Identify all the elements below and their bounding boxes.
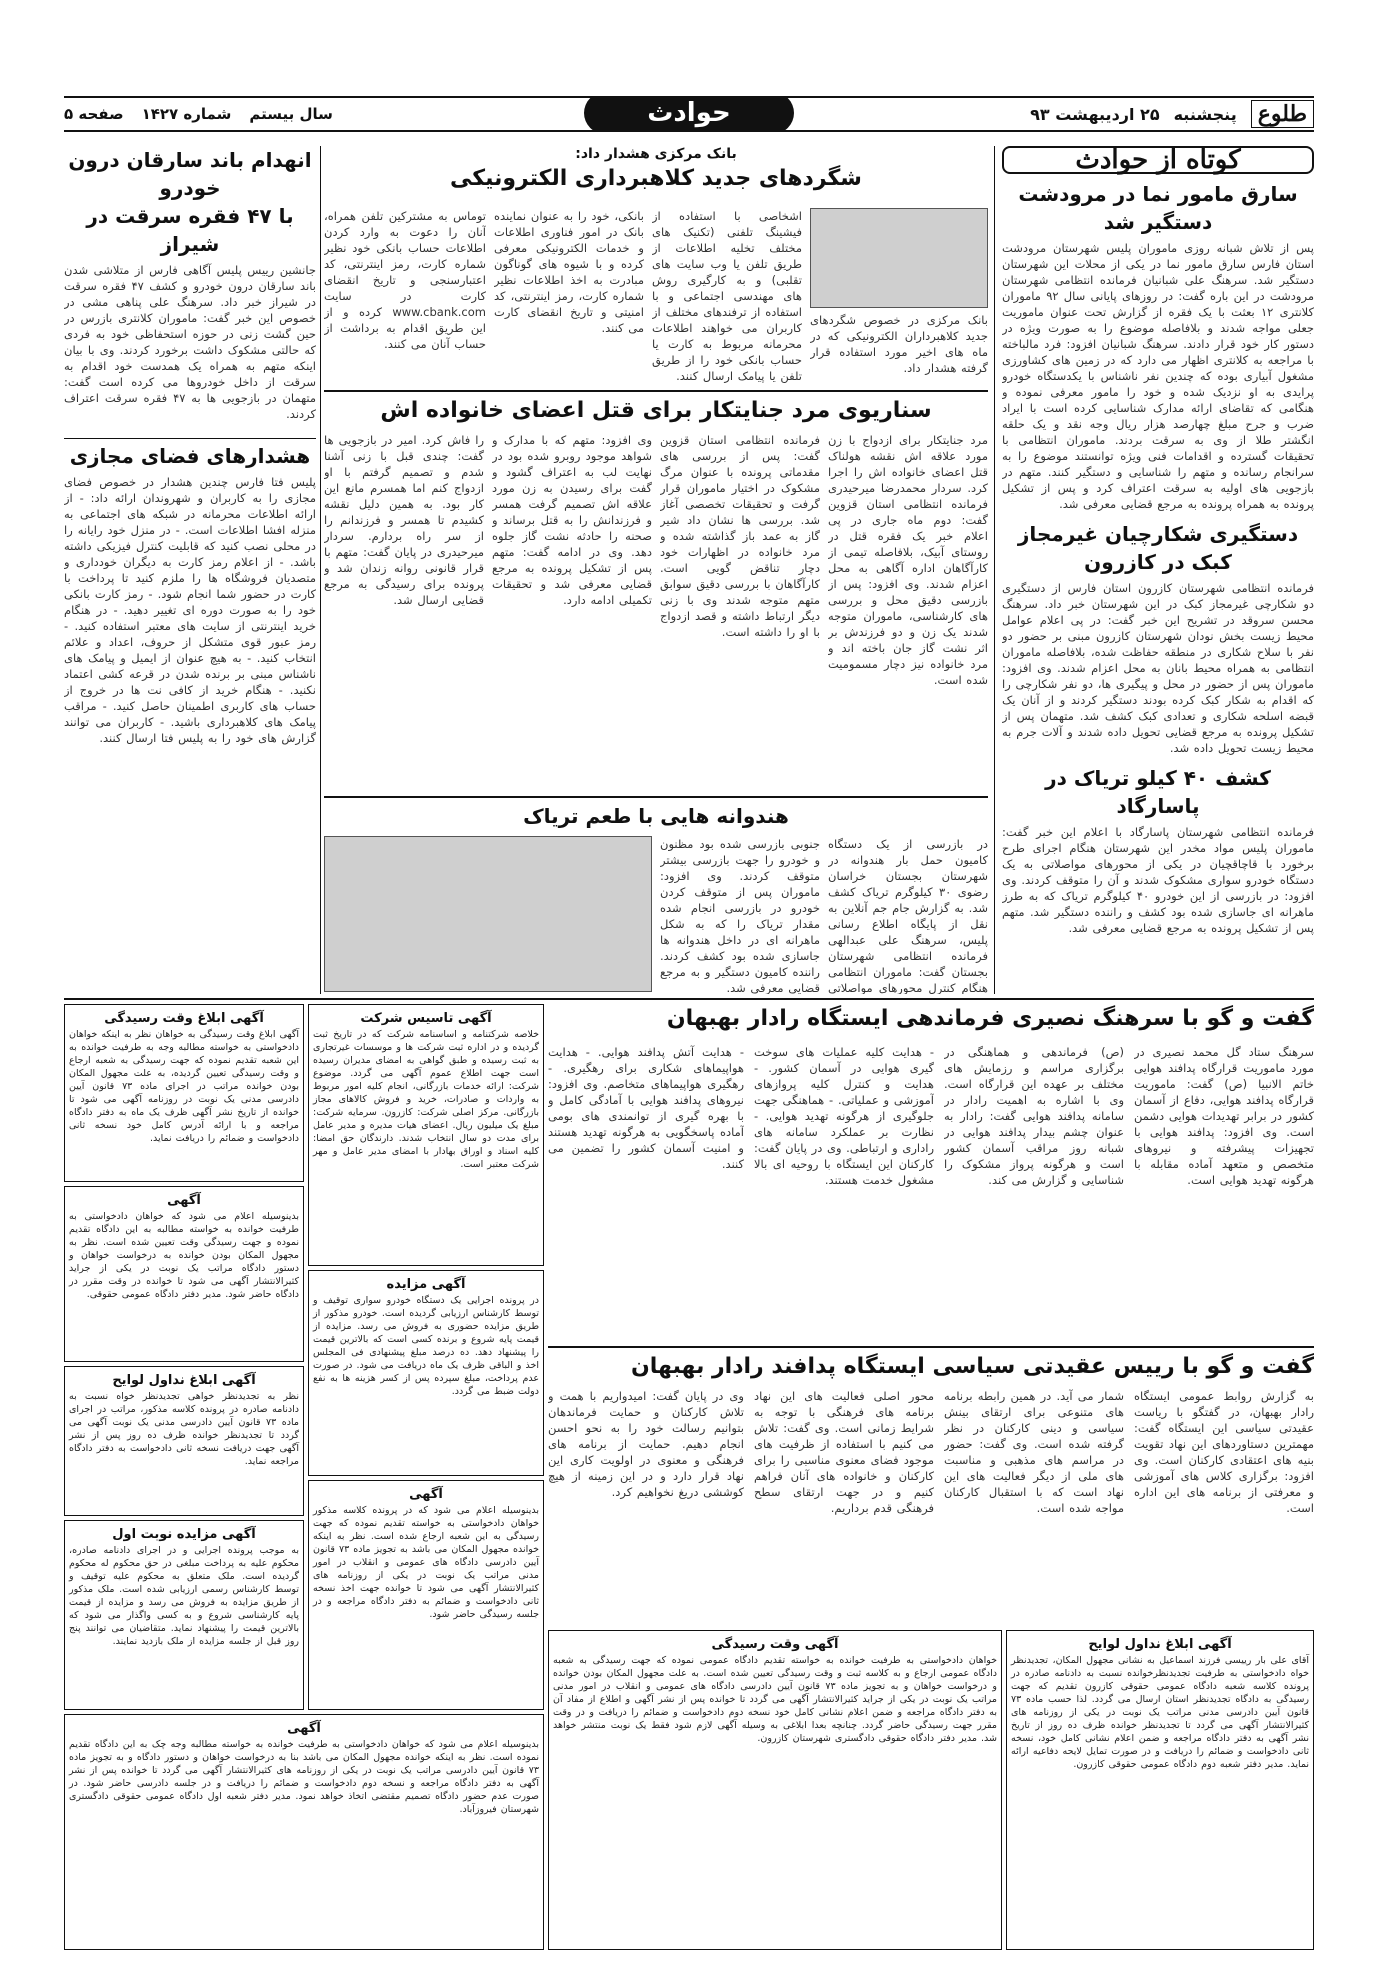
bank-body-2: اشخاصی با استفاده از فیشینگ تلفنی (تکنیک های مختلف تخلیه اطلاعات از طریق تلفن یا وب سایت های تقلبی) و به کارگیری روش های مهندسی اجتماعی و با استفاده از ترفندهای مختلف از کاربران می خواهند اطلاعات محرمانه مربوط به کارت یا حساب بانکی خود را از طریق تلفن یا پیامک ارسال کنند. (652, 209, 802, 383)
issue-number: شماره ۱۴۲۷ (141, 105, 232, 123)
ad-box-8 (548, 1630, 1002, 1950)
page-number: صفحه ۵ (64, 105, 124, 123)
ad-text-1: آگهی ابلاغ وقت رسیدگی به خواهان نظر به اینکه خواهان دادخواستی به خواسته مطالبه وجه به طرفیت خوانده به این شعبه تقدیم نموده که جهت رسیدگی به شعبه ارجاع و وقت رسیدگی تعیین گردیده، به علت مجهول المکان بودن خوانده مراتب در اجرای ماده ۷۳ قانون آیین دادرسی مدنی یک نوبت در روزنامه آگهی می شود تا خوانده از تاریخ نشر آگهی ظرف یک ماه به دفتر دادگاه مراجعه و با ارائه آدرس کامل خود نسخه ثانی دادخواست و ضمائم را دریافت نماید. (69, 1029, 299, 1144)
scenario-headline: سناریوی مرد جنایتکار برای قتل اعضای خانواده اش (380, 398, 932, 423)
ad-title-6: آگهی مزایده (386, 1277, 466, 1292)
kotah-body-1: پس از تلاش شبانه روزی ماموران پلیس شهرستان مرودشت استان فارس سارق مامور نما در یکی از محلات این شهرستان دستگیر شد. سرهنگ علی شبانیان فرمانده انتظامی شهرستان مرودشت در این باره گفت: در روزهای پایانی سال ۹۲ ماموران کلانتری ۱۲ بعثت با یک فقره از گزارش تحت عنوان ماموریت جعلی مواجه شدند و بلافاصله موضوع را به صورت ویژه در دستور کار خود قرار دادند. سرهنگ شبانیان افزود: فرد مالباخته با مراجعه به کلانتری اظهار می دارد که در زمین های کشاورزی مشغول آبیاری بوده که چندین نفر ناشناس با یکدستگاه خودرو پرایدی به او نزدیک شده و خود را مامور معرفی نموده و هنگامی که تقاضای ارائه مدارک شناسایی کرده است با ایراد ضرب و جرح مبلغ چهارصد هزار ریال وجه نقد و یک حلقه انگشتر طلا از وی به سرقت بردند. ماموران انتظامی با تحقیقات گسترده و اقدامات فنی ویژه توانستند موضوع را به سرانجام رسانده و متهم را شناسایی و دستگیر کنند. متهم در بازجویی های اولیه به سرقت اعتراف کرد و پس از تشکیل پرونده به همراه پرونده به مرجع قضایی معرفی شد. (1002, 241, 1314, 511)
bank-article (324, 146, 988, 384)
ad-text-10: بدینوسیله اعلام می شود که خواهان دادخواستی به طرفیت خوانده به خواسته مطالبه وجه چک به این دادگاه تقدیم نموده است. نظر به اینکه خوانده مجهول المکان می باشد بنا به درخواست خواهان و دستور دادگاه و به تجویز ماده ۷۳ قانون آیین دادرسی مراتب یک نوبت در یکی از روزنامه های کثیرالانتشار آگهی می گردد تا خوانده پس از نشر آگهی به دفتر دادگاه مراجعه و نسخه دوم دادخواست و ضمائم را دریافت و در جلسه دادرسی حاضر شود. در صورت عدم حضور دادگاه تصمیم مقتضی اتخاذ خواهد نمود. مدیر دفتر شعبه اول دادگاه عمومی حقوقی دادگستری شهرستان فیروزآباد. (69, 1739, 539, 1815)
ad-box-1 (64, 1004, 304, 1182)
ad-text-7: بدینوسیله اعلام می شود که در پرونده کلاسه مذکور خواهان دادخواستی به خواسته تقدیم نموده که جهت رسیدگی به این شعبه ارجاع شده است. نظر به اینکه خوانده مجهول المکان می باشد به تجویز ماده ۷۳ قانون آیین دادرسی دادگاه های عمومی و انقلاب در امور مدنی مراتب یک نوبت در یکی از روزنامه های کثیرالانتشار آگهی می شود تا خوانده جهت اخذ نسخه ثانی دادخواست و ضمائم به دفتر دادگاه مراجعه و در جلسه رسیدگی حاضر شود. (313, 1505, 540, 1620)
kotah-column (1002, 146, 1314, 994)
bank-image (810, 208, 988, 308)
kotah-headline-3: کشف ۴۰ کیلو تریاک در پاسارگاد (1045, 766, 1271, 818)
interview-1-headline: گفت و گو با سرهنگ نصیری فرماندهی ایستگاه رادار بهبهان (666, 1006, 1314, 1031)
ad-title-9: آگهی ابلاغ نداول لوایح (1088, 1637, 1232, 1652)
cyber-body: پلیس فتا فارس چندین هشدار در خصوص فضای مجازی را به کاربران و شهروندان ارائه داد: - از ارائه اطلاعات محرمانه در شبکه های اجتماعی به منزله افشا اطلاعات است. - در منزل خود رایانه را در محلی نصب کنید که قابلیت کنترل فیزیکی داشته باشد. - از اعلام رمز کارت به دیگران خودداری و متصدیان فروشگاه ها را ملزم کنید تا پرداخت با کارت در حضور شما انجام شود. - رمز کارت بانکی خود را به صورت دوره ای تغییر دهید. - در هنگام خرید اینترنتی از سایت های معتبر استفاده کنید. - رمز عبور قوی متشکل از حروف، اعداد و علائم انتخاب کنید. - به هیچ عنوان از ایمیل و پیامک های ناشناس مبنی بر برنده شدن در قرعه کشی اعتماد نکنید. - هنگام خرید از کافی نت ها در خروج از حساب های کاربری اطمینان حاصل کنید. - مراقب پیامک های کلاهبرداری باشید. - کاربران می توانند گزارش های خود را به پلیس فتا ارسال کنند. (64, 475, 316, 745)
ad-box-5 (64, 1520, 304, 1710)
interview-2-body-4: وی در پایان گفت: امیدواریم با همت و تلاش کارکنان و حمایت فرماندهان بتوانیم رسالت خود را به نحو احسن انجام دهیم. حمایت از برنامه های فرهنگی و معنوی در اولویت کاری این نهاد قرار دارد و در این زمینه از هیچ کوششی دریغ نخواهیم کرد. (548, 1389, 744, 1499)
kotah-title: کوتاه از حوادث (1002, 146, 1314, 174)
scenario-body-3: وی افزود: متهم که با مدارک و شواهد موجود روبرو شده بود در نهایت لب به اعتراف گشود و گفت برای رسیدن به زن مورد علاقه اش تصمیم گرفت همسر و فرزندانش را به قتل برساند و صحنه را حادثه نشت گاز جلوه دهد. وی در ادامه گفت: متهم پس از تشکیل پرونده به مرجع قضایی معرفی شد و تحقیقات تکمیلی ادامه دارد. (492, 433, 652, 607)
year-label: سال بیستم (249, 105, 333, 123)
ad-box-10 (64, 1714, 544, 1950)
ad-box-6 (308, 1270, 544, 1476)
interview-1-body-1: سرهنگ ستاد گل محمد نصیری در مورد ماموریت قرارگاه پدافند هوایی خاتم الانبیا (ص) گفت: ماموریت قرارگاه پدافند هوایی، دفاع از آسمان کشور در برابر تهدیدات هوایی دشمن است. وی افزود: پدافند هوایی با تجهیزات پیشرفته و نیروهای متخصص و متعهد آماده مقابله با هرگونه تهدید هوایی است. (1134, 1045, 1314, 1187)
ad-box-9 (1006, 1630, 1314, 1950)
scenario-body-2: فرمانده انتظامی استان قزوین گفت: پس از بررسی های مقدماتی پرونده با عنوان مرگ مشکوک در اختیار ماموران قرار گرفت و تحقیقات تخصصی آغاز شد. بررسی ها نشان داد شیر گاز به عمد باز گذاشته شده و مرد خانواده در اظهارات خود دچار تناقض گویی است. کارآگاهان با بررسی دقیق سوابق متهم متوجه شدند وی با زنی دیگر ارتباط داشته و قصد ازدواج با او را داشته است. (660, 433, 820, 639)
bank-body-3: بانکی، خود را به عنوان نماینده بانک در امور فناوری اطلاعات و خدمات الکترونیکی معرفی کرده و با شیوه های گوناگون مبادرت به اخذ اطلاعات نظیر شماره کارت، رمز اینترنتی، کد امنیتی و تاریخ انقضای کارت می کنند. (494, 209, 644, 335)
interview-2-body-1: به گزارش روابط عمومی ایستگاه رادار بهبهان، در گفتگو با ریاست عقیدتی سیاسی این ایستگاه گفت: مهمترین دستاوردهای این نهاد تقویت بنیه های اعتقادی کارکنان است. وی افزود: برگزاری کلاس های آموزشی و معرفتی از برنامه های این اداره است. (1134, 1389, 1314, 1515)
column-separator (64, 438, 316, 439)
interview-2-body-2: شمار می آید. در همین رابطه برنامه های متنوعی برای ارتقای بینش سیاسی و دینی کارکنان در نظر گرفته شده است. وی گفت: حضور در مراسم های مذهبی و مناسبت های ملی از دیگر فعالیت های این نهاد است که با استقبال کارکنان مواجه شده است. (944, 1389, 1124, 1515)
column-divider (994, 146, 995, 994)
interview-2-body-3: محور اصلی فعالیت های این نهاد برنامه های فرهنگی با توجه به شرایط زمانی است. وی گفت: تلاش می کنیم با استفاده از ظرفیت های موجود فضای معنوی مناسبی را برای کارکنان و خانواده های آنان فراهم کنیم و در جهت ارتقای سطح فرهنگی قدم برداریم. (754, 1389, 934, 1515)
interview-1 (548, 1004, 1314, 1342)
kotah-headline-1: سارق مامور نما در مرودشت دستگیر شد (1018, 182, 1298, 234)
ad-text-6: در پرونده اجرایی یک دستگاه خودرو سواری توقیف و توسط کارشناس ارزیابی گردیده است. خودرو مذکور از طریق مزایده حضوری به فروش می رسد. مزایده از قیمت پایه شروع و برنده کسی است که بالاترین قیمت را پیشنهاد دهد. ده درصد مبلغ پیشنهادی فی المجلس اخذ و الباقی ظرف یک ماه دریافت می شود. در صورت عدم پرداخت، مبلغ سپرده پس از کسر هزینه ها به نفع دولت ضبط می گردد. (313, 1295, 539, 1397)
ad-box-7 (308, 1480, 544, 1710)
kotah-headline-2: دستگیری شکارچیان غیرمجاز کبک در کازرون (1017, 522, 1299, 574)
bank-website: www.cbank.com (392, 305, 486, 319)
scenario-body-1: مرد جنایتکار برای ازدواج با زن مورد علاقه اش نقشه هولناک قتل اعضای خانواده اش را اجرا کرد. سردار محمدرضا میرحیدری فرمانده انتظامی استان قزوین گفت: دوم ماه جاری در پی اعلام خبر یک فقره قتل در روستای آبیک، بلافاصله تیمی از کارآگاهان اداره آگاهی به محل اعزام شدند. وی افزود: پس از بازرسی دقیق محل و بررسی های کارشناسی، ماموران متوجه شدند یک زن و دو فرزندش بر اثر نشت گاز جان باخته اند و مرد خانواده نیز دچار مسمومیت شده است. (828, 433, 988, 687)
shiraz-body: جانشین رییس پلیس آگاهی فارس از متلاشی شدن باند سارقان درون خودرو و کشف ۴۷ فقره سرقت در شیراز خبر داد. سرهنگ علی پناهی مشی در خصوص این خبر گفت: ماموران کلانتری بازرس در حین گشت زنی در حوزه استحفاظی خود به فردی که حالتی مشکوک داشت برخورد کردند. وی با بیان اینکه متهم به همراه یک همدست خود اقدام به سرقت از داخل خودروها می کرده است گفت: متهمان در بازجویی ها به ۴۷ فقره سرقت اعتراف کردند. (64, 263, 316, 421)
section-divider (64, 998, 1314, 1000)
scenario-article (324, 390, 988, 790)
watermelon-body-2: جنوبی بازرسی شده بود مظنون و خودرو را جهت بازرسی بیشتر متوقف کردند. وی افزود: ماموران پس از متوقف کردن خودرو در بازرسی انجام شده مقدار تریاک را که به شکل ماهرانه ای در داخل هندوانه ها جاسازی شده بود کشف کردند. راننده کامیون دستگیر و به مرجع قضایی معرفی شد. (660, 837, 820, 994)
ad-title-10: آگهی (287, 1721, 321, 1736)
newspaper-logo: طلوع (1251, 100, 1314, 128)
scenario-body-4: را فاش کرد. امیر در بازجویی ها گفت: چندی قبل با زنی آشنا شدم و تصمیم گرفتم با او ازدواج کنم اما همسرم مانع این کار بود. به همین دلیل نقشه کشیدم تا همسر و فرزندانم را از سر راه بردارم. سردار میرحیدری در پایان گفت: متهم با قرار قانونی روانه زندان شد و پرونده برای رسیدگی به مرجع قضایی ارسال شد. (324, 433, 484, 607)
watermelon-article (324, 796, 988, 994)
shiraz-headline-1: انهدام باند سارقان درون خودرو (68, 148, 312, 200)
cyber-headline: هشدارهای فضای مجازی (69, 444, 311, 468)
column-divider (320, 146, 321, 994)
ad-title-4: آگهی ابلاغ نداول لوایح (112, 1373, 256, 1388)
divider (324, 390, 988, 392)
masthead-left (64, 98, 333, 130)
interview-1-body-4: - هدایت آتش پدافند هوایی. - هدایت هواپیماهای شکاری برای رهگیری. - رهگیری هواپیماهای متخاصم. وی افزود: نیروهای پدافند هوایی با آمادگی کامل و با بهره گیری از توانمندی های بومی آماده پاسخگویی به هرگونه تهدید هستند و امنیت آسمان کشور را تضمین می کنند. (548, 1045, 744, 1171)
interview-2-headline: گفت و گو با رییس عقیدتی سیاسی ایستگاه پدافند رادار بهبهان (631, 1354, 1314, 1379)
bank-headline: شگردهای جدید کلاهبرداری الکترونیکی (450, 166, 862, 191)
ad-box-2 (308, 1004, 544, 1266)
issue-day: پنجشنبه (1173, 104, 1237, 124)
ad-title-3: آگهی (167, 1193, 201, 1208)
divider (548, 1346, 1314, 1348)
issue-date: ۲۵ اردیبهشت ۹۳ (1030, 104, 1160, 124)
ad-text-4: نظر به تجدیدنظر خواهی تجدیدنظر خواه نسبت به دادنامه صادره در پرونده کلاسه مذکور، مراتب در اجرای ماده ۷۳ قانون آیین دادرسی مدنی یک نوبت آگهی می گردد تا تجدیدنظر خوانده ظرف ده روز پس از نشر آگهی جهت دریافت نسخه ثانی دادخواست به دفتر دادگاه مراجعه نماید. (69, 1391, 299, 1467)
kotah-body-2: فرمانده انتظامی شهرستان کازرون استان فارس از دستگیری دو شکارچی غیرمجاز کبک در این شهرستان خبر داد. سرهنگ محسن سروقد در تشریح این خبر گفت: در پی اعلام عوامل محیط زیست بخش نودان شهرستان کازرون مبنی بر حضور دو نفر با سلاح شکاری در منطقه حفاظت شده، بلافاصله ماموران انتظامی به همراه محیط بانان به محل اعزام شدند. وی افزود: ماموران پس از حضور در محل و پیگیری ها، دو نفر شکارچی را که اقدام به شکار کبک کرده بودند دستگیر کردند و از آنان یک قبضه اسلحه شکاری و تعدادی کبک کشف شد. متهمان پس از تشکیل پرونده به مرجع قضایی تحویل داده شدند و آلات جرم به محیط زیست تحویل داده شد. (1002, 581, 1314, 755)
ad-title-2: آگهی تاسیس شرکت (360, 1011, 492, 1026)
bank-body-1: بانک مرکزی در خصوص شگردهای جدید کلاهبرداران الکترونیکی که در ماه های اخیر مورد استفاده قرار گرفته هشدار داد. (810, 313, 988, 375)
ad-title-1: آگهی ابلاغ وقت رسیدگی (104, 1011, 264, 1026)
ad-text-3: بدینوسیله اعلام می شود که خواهان دادخواستی به طرفیت خوانده به خواسته مطالبه به این دادگاه تقدیم نموده و جهت رسیدگی وقت تعیین شده است. نظر به مجهول المکان بودن خوانده به درخواست خواهان و دستور دادگاه مراتب یک نوبت در یکی از جراید کثیرالانتشار آگهی می شود تا خوانده در وقت مقرر در دادگاه حاضر شود. مدیر دفتر دادگاه عمومی حقوقی. (69, 1211, 299, 1300)
kotah-body-3: فرمانده انتظامی شهرستان پاسارگاد با اعلام این خبر گفت: ماموران پلیس مواد مخدر این شهرستان هنگام اجرای طرح برخورد با قاچاقچیان در یکی از محورهای مواصلاتی به یک دستگاه خودرو سواری مشکوک شدند و آن را متوقف کردند. وی افزود: در بازرسی از این خودرو ۴۰ کیلوگرم تریاک که به طرز ماهرانه ای جاسازی شده بود کشف و راننده دستگیر شد. متهم پس از تشکیل پرونده به مرجع قضایی معرفی شد. (1002, 825, 1314, 935)
interview-1-body-2: (ص) فرماندهی و هماهنگی در برگزاری مراسم و رزمایش های مختلف بر عهده این قرارگاه است. وی با اشاره به اهمیت رادار در سامانه پدافند هوایی گفت: رادار به عنوان چشم بیدار پدافند هوایی در شبانه روز مراقب آسمان کشور است و هرگونه پرواز مشکوک را شناسایی و گزارش می کند. (944, 1045, 1124, 1187)
masthead-right (1030, 98, 1314, 130)
ad-text-9: آقای علی بار رییسی فرزند اسماعیل به نشانی مجهول المکان، تجدیدنظر خواه دادخواستی به طرفیت تجدیدنظرخوانده نسبت به دادنامه صادره در پرونده کلاسه شعبه دادگاه عمومی حقوقی کازرون تقدیم که جهت رسیدگی به دادگاه تجدیدنظر استان ارسال می گردد. لذا حسب ماده ۷۳ قانون آیین دادرسی مدنی مراتب یک نوبت در یکی از روزنامه های کثیرالانتشار آگهی می گردد تا تجدیدنظر خوانده ظرف ده روز از تاریخ نشر آگهی به دفتر دادگاه مراجعه و ضمن اعلام نشانی کامل خود، نسخه ثانی دادخواست و ضمائم را دریافت و در صورت تمایل لایحه دفاعیه ارائه نماید. مدیر دفتر شعبه دوم دادگاه عمومی حقوقی کازرون. (1011, 1655, 1309, 1770)
ad-title-7: آگهی (409, 1487, 443, 1502)
bank-kicker: بانک مرکزی هشدار داد: (575, 146, 737, 162)
watermelon-body-1: در بازرسی از یک دستگاه کامیون حمل بار هندوانه در شهرستان بجستان خراسان رضوی ۳۰ کیلوگرم تریاک کشف شد. به گزارش جام جم آنلاین به نقل از پایگاه اطلاع رسانی پلیس، سرهنگ علی عبدالهی فرمانده انتظامی شهرستان بجستان گفت: ماموران انتظامی هنگام کنترل محورهای مواصلاتی (828, 837, 988, 994)
divider (324, 796, 988, 798)
ad-title-5: آگهی مزایده نوبت اول (112, 1527, 256, 1542)
masthead-bar (64, 96, 1314, 132)
interview-1-body-3: - هدایت کلیه عملیات های سوخت گیری هوایی در آسمان کشور. - هدایت و کنترل کلیه پروازهای آموزشی و عملیاتی. - هماهنگی جهت جلوگیری از هرگونه تهدید هوایی. - نظارت بر عملکرد سامانه های راداری و ارتباطی. وی در پایان گفت: کارکنان این ایستگاه با روحیه ای بالا مشغول خدمت هستند. (754, 1045, 934, 1187)
ad-text-2: خلاصه شرکتنامه و اساسنامه شرکت که در تاریخ ثبت گردیده و در اداره ثبت شرکت ها و موسسات غیرتجاری به ثبت رسیده و طبق گواهی به امضای مدیران رسیده است جهت اطلاع عموم آگهی می گردد. موضوع شرکت: ارائه خدمات بازرگانی، انجام کلیه امور مربوط به واردات و صادرات، خرید و فروش کالاهای مجاز بازرگانی. مرکز اصلی شرکت: کازرون. سرمایه شرکت: مبلغ یک میلیون ریال. اعضای هیات مدیره و مدیر عامل برای مدت دو سال انتخاب شدند. دارندگان حق امضا: کلیه اسناد و اوراق بهادار با امضای مدیر عامل و مهر شرکت معتبر است. (313, 1029, 539, 1170)
ad-title-8: آگهی وقت رسیدگی (711, 1637, 839, 1652)
cyber-article (64, 442, 316, 994)
ad-box-4 (64, 1366, 304, 1516)
section-title: حوادث (584, 96, 794, 132)
interview-2 (548, 1346, 1314, 1626)
ad-text-8: خواهان دادخواستی به طرفیت خوانده به خواسته تقدیم دادگاه عمومی نموده که جهت رسیدگی به شعبه دادگاه عمومی ارجاع و به کلاسه ثبت و وقت رسیدگی تعیین شده است. به علت مجهول المکان بودن خوانده و درخواست خواهان و به تجویز ماده ۷۳ قانون آیین دادرسی دادگاه های عمومی و انقلاب در امور مدنی مراتب یک نوبت در یکی از جراید کثیرالانتشار آگهی می گردد تا خوانده پس از نشر آگهی و اطلاع از مفاد آن به دفتر دادگاه مراجعه و ضمن اعلام نشانی کامل خود نسخه دوم دادخواست و ضمائم را دریافت و در وقت مقرر جهت رسیدگی حاضر گردد. چنانچه بعدا ابلاغی به وسیله آگهی لازم شود فقط یک نوبت منتشر خواهد شد. مدیر دفتر دادگاه حقوقی دادگستری شهرستان کازرون. (553, 1655, 998, 1744)
bank-body-4: توماس به مشترکین تلفن همراه، آنان را دعوت به وارد کردن اطلاعات حساب بانکی خود نظیر شماره کارت، رمز اینترنتی، کد اعتبارسنجی و تاریخ انقضای کارت در سایت www.cbank.com کرده و از این طریق اقدام به برداشت از حساب آنان می کنند. (324, 209, 486, 351)
watermelon-image (324, 836, 652, 992)
shiraz-article (64, 146, 316, 436)
watermelon-headline: هندوانه هایی با طعم تریاک (523, 804, 789, 828)
ad-box-3 (64, 1186, 304, 1362)
ad-text-5: به موجب پرونده اجرایی و در اجرای دادنامه صادره، محکوم علیه به پرداخت مبلغی در حق محکوم له محکوم گردیده است. ملک متعلق به محکوم علیه توقیف و توسط کارشناس رسمی ارزیابی شده است. ملک مذکور از طریق مزایده به فروش می رسد و مزایده از قیمت پایه کارشناسی شروع و به کسی واگذار می شود که بالاترین قیمت را پیشنهاد نماید. متقاضیان می توانند پنج روز قبل از جلسه مزایده از ملک بازدید نمایند. (69, 1545, 299, 1647)
shiraz-headline-2: با ۴۷ فقره سرقت در شیراز (86, 204, 294, 256)
